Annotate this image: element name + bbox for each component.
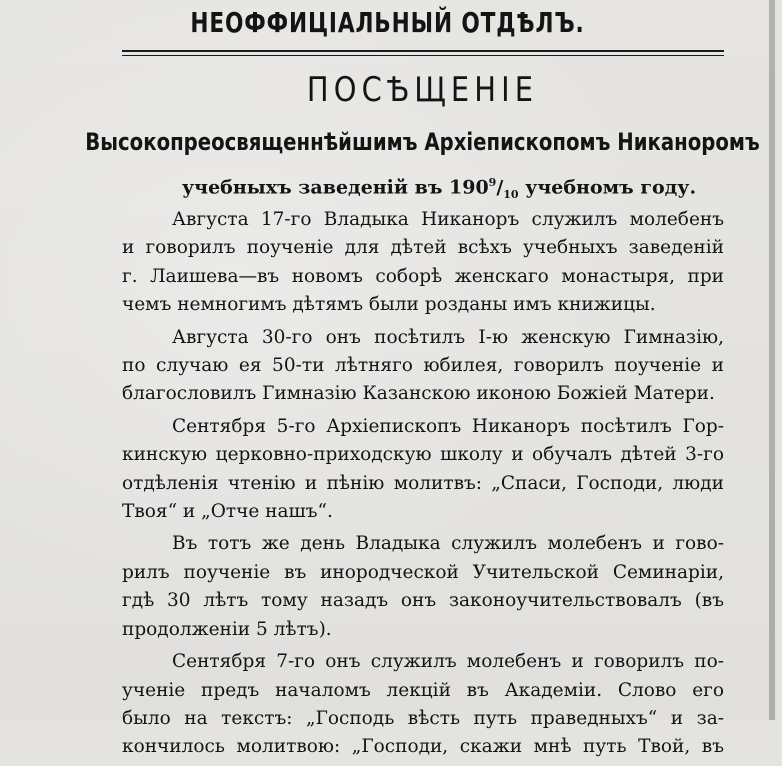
article-subtitle-line2: учебныхъ заведенiй въ $190^9/_{10}$ учебномъ году. <box>182 176 697 202</box>
text-line: чемъ немногимъ дѣтямъ были розданы имъ книжицы. <box>122 294 656 316</box>
text-line: и говорилъ поученiе для дѣтей всѣхъ учебныхъ заведенiй <box>122 237 724 259</box>
paragraph <box>122 324 724 409</box>
text-line: отдѣленiя чтенiю и пѣнiю молитвъ: „Спаси, Господи, люди <box>122 472 724 494</box>
paragraph <box>122 413 724 527</box>
text-line: Августа 17-го Владыка Никаноръ служилъ молебенъ <box>172 209 724 230</box>
paragraph <box>122 530 724 644</box>
subtitle2-sub: 10 <box>503 188 519 202</box>
subtitle2-post: учебномъ году. <box>518 176 697 199</box>
text-line: Сентября 5-го Архiепископъ Никаноръ посѣтилъ Гор- <box>172 415 724 437</box>
text-line: было на текстъ: „Господь вѣсть путь праведныхъ“ и за- <box>122 707 724 729</box>
text-line: рилъ поученiе въ инородческой Учительской Семинарiи, <box>122 561 724 583</box>
text-line: ученiе предъ началомъ лекцiй въ Академiи. Слово его <box>122 679 724 701</box>
text-line: благословилъ Гимназiю Казанскою иконою Божiей Матери. <box>122 383 715 405</box>
paragraph <box>122 206 724 320</box>
header-rule-thin <box>122 55 724 56</box>
paragraph <box>122 648 724 762</box>
text-line: Сентября 7-го онъ служилъ молебенъ и говорилъ по- <box>172 651 724 673</box>
text-line: Въ тотъ же день Владыка служилъ молебенъ и гово- <box>172 533 724 555</box>
article-subtitle: Высокопреосвященнѣйшимъ Архiепископомъ Никаноромъ <box>85 128 760 156</box>
text-line: г. Лаишева—въ новомъ соборѣ женскаго монастыря, при <box>122 265 724 287</box>
article-title: ПОСѢЩЕНIЕ <box>306 70 539 110</box>
text-line: кончилось молитвою: „Господи, скажи мнѣ путь Твой, въ <box>122 736 724 758</box>
page-edge-shadow <box>769 0 775 720</box>
article-body <box>122 206 724 766</box>
text-line: по случаю ея 50-ти лѣтняго юбилея, говорилъ поученiе и <box>122 355 724 377</box>
section-header: НЕОФФИЦIАЛЬНЫЙ ОТДѢЛЪ. <box>190 6 585 39</box>
text-line: Августа 30-го онъ посѣтилъ I-ю женскую Гимназiю, <box>172 326 724 348</box>
text-line: Твоя“ и „Отче нашъ“. <box>122 501 333 523</box>
text-line: гдѣ 30 лѣтъ тому назадъ онъ законоучительствовалъ (въ <box>122 590 724 612</box>
text-line: кинскую церковно-приходскую школу и обучалъ дѣтей 3-го <box>122 444 724 466</box>
subtitle2-sup: 9 <box>488 176 497 189</box>
text-line: продолженiи 5 лѣтъ). <box>122 618 332 640</box>
subtitle2-pre: учебныхъ заведенiй въ 190 <box>182 176 489 199</box>
header-rule <box>122 50 724 52</box>
